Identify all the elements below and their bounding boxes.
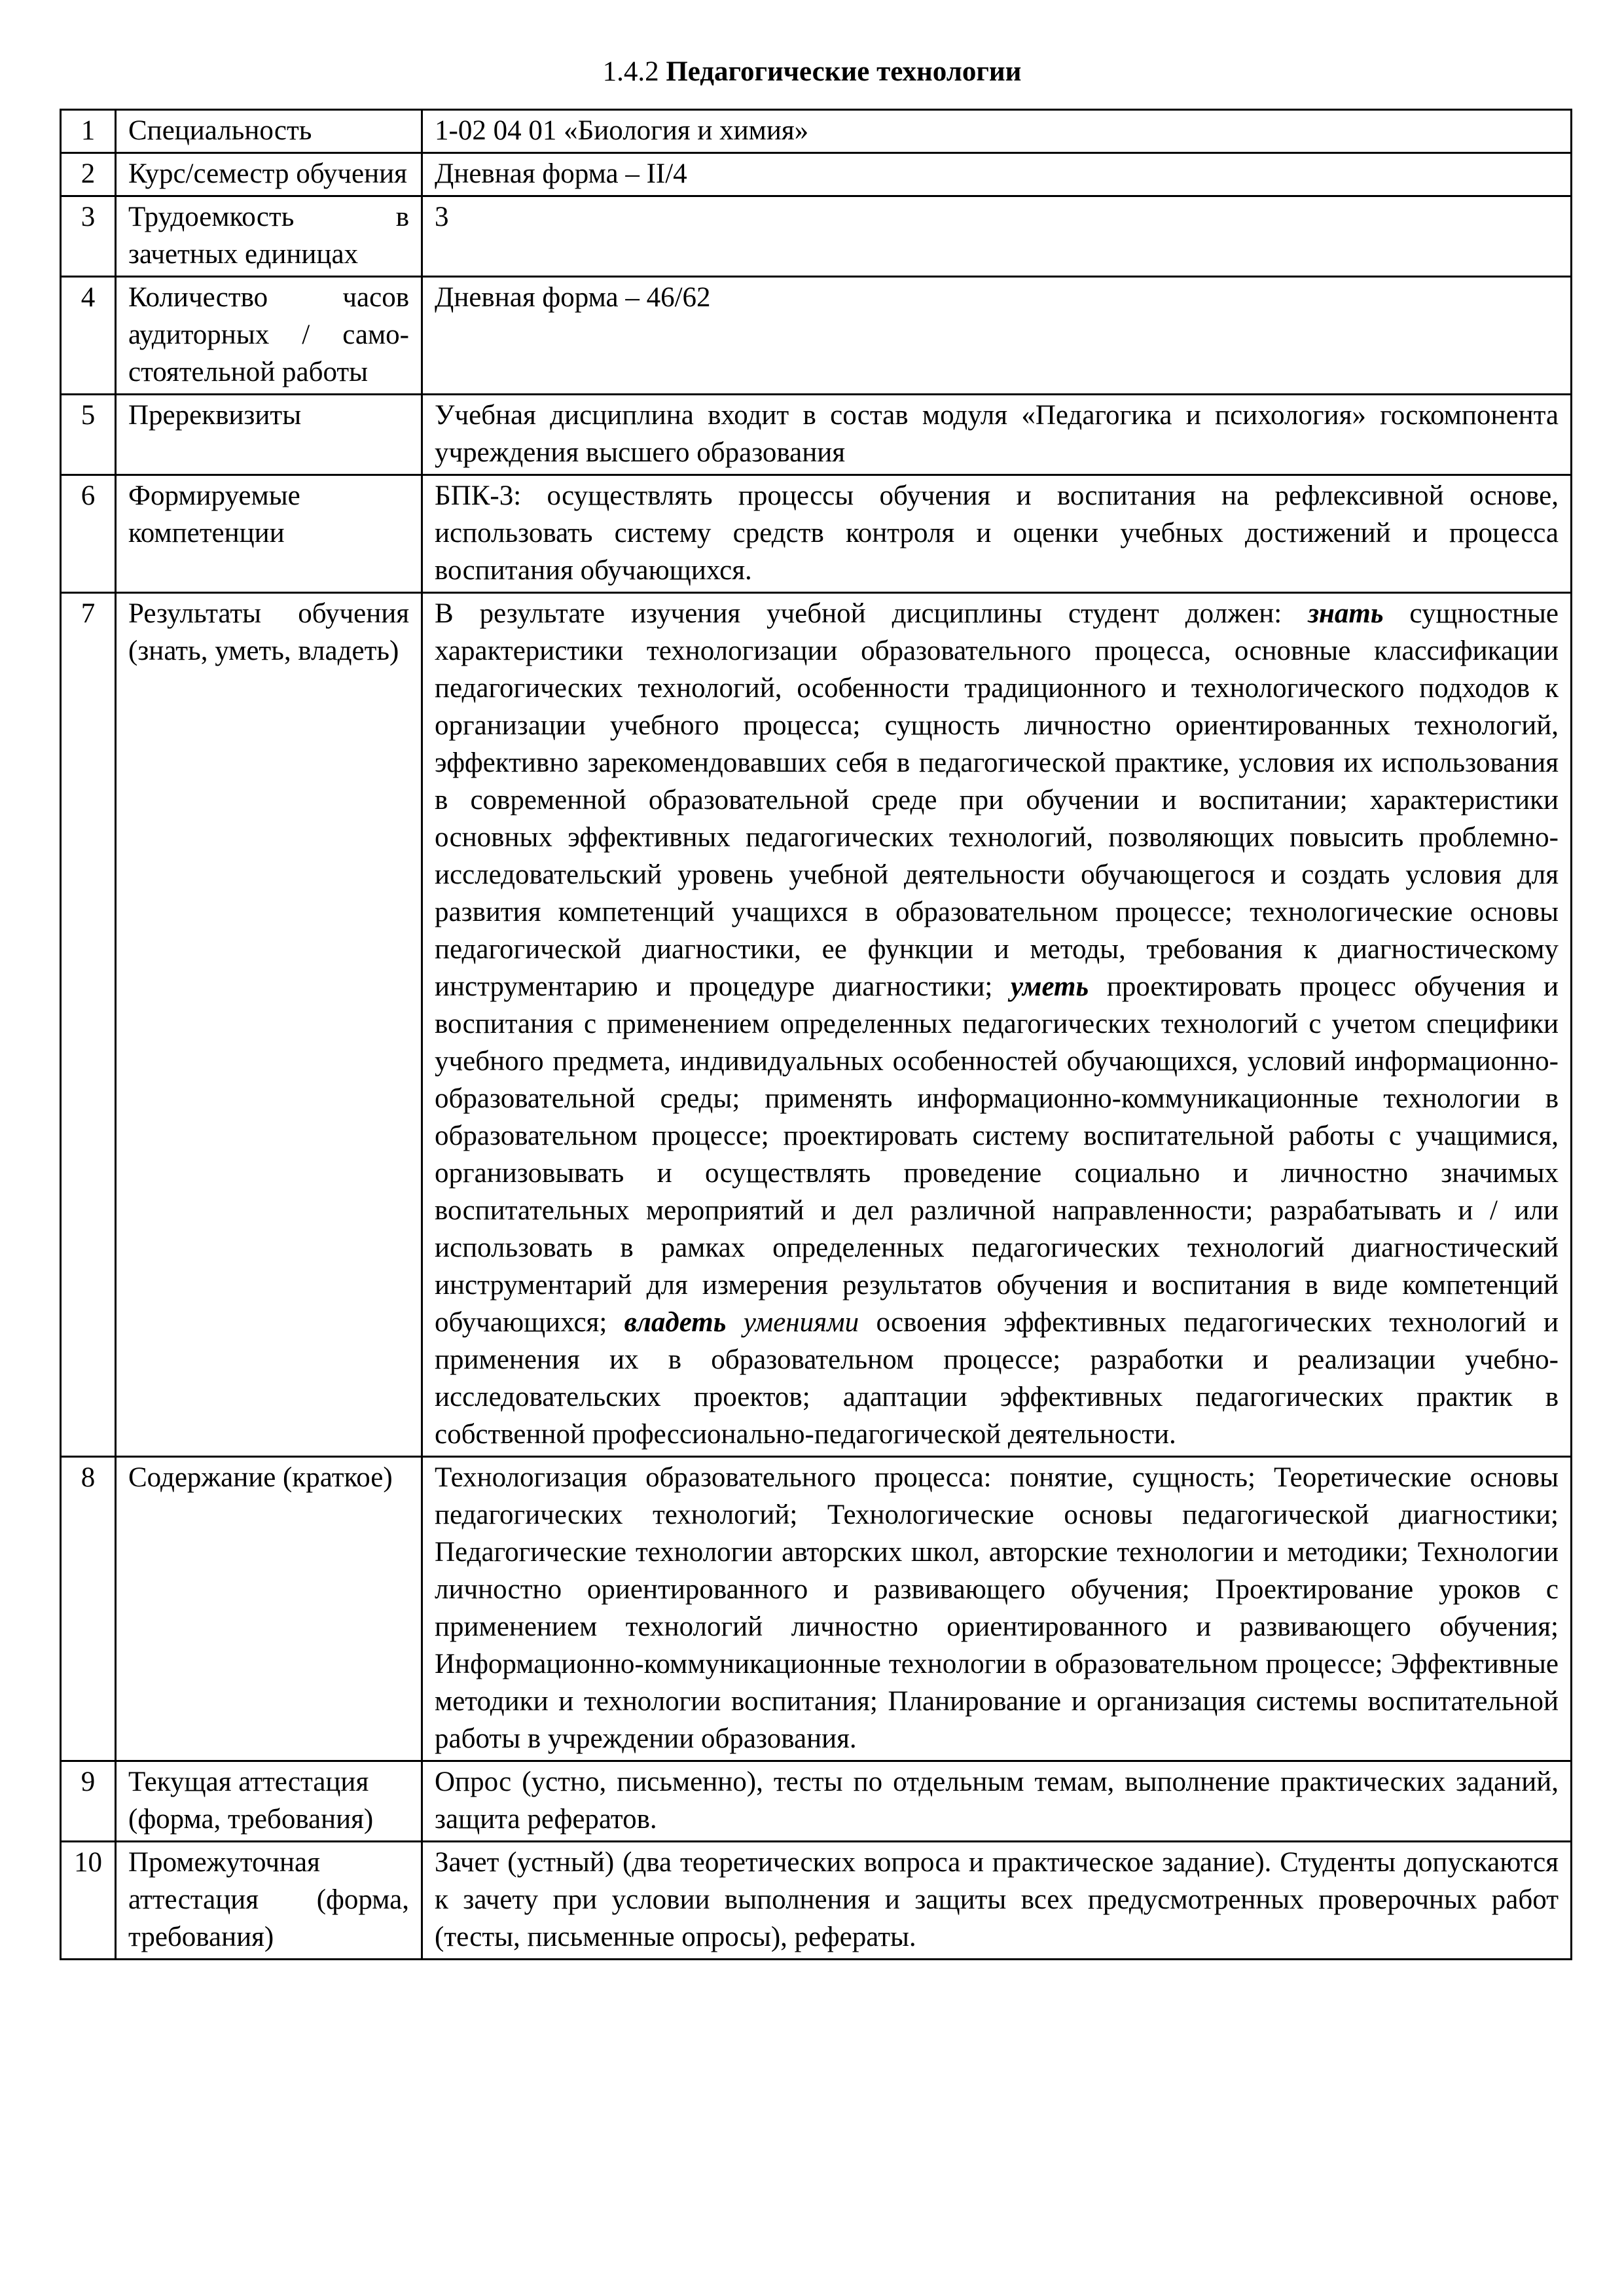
syllabus-table: [60, 109, 1572, 1960]
row-content: Зачет (устный) (два теоретических вопроса и практическое задание). Студенты допускаются к зачету при условии выполнения и защиты всех предусмотренных проверочных работ (тесты, письменные опросы), рефераты.: [422, 1842, 1572, 1960]
row-label: Промежуточная аттестация (форма, требования): [116, 1842, 422, 1960]
row-content: 3: [422, 196, 1572, 277]
keyword-master: владеть: [624, 1307, 727, 1338]
section-number: 1.4.2: [602, 56, 659, 87]
keyword-skills: умениями: [743, 1307, 859, 1338]
row-label: Формируемые компетенции: [116, 475, 422, 593]
row-content: Дневная форма – 46/62: [422, 277, 1572, 395]
table-row: [61, 196, 1572, 277]
row-label: Количество часов аудиторных / само-стоятельной работы: [116, 277, 422, 395]
row-number: 2: [61, 153, 116, 196]
row-content: Дневная форма – II/4: [422, 153, 1572, 196]
row-label: Текущая аттестация (форма, требования): [116, 1761, 422, 1842]
row-label: Пререквизиты: [116, 395, 422, 475]
table-row: [61, 395, 1572, 475]
section-title: Педагогические технологии: [666, 56, 1022, 87]
row-content: Учебная дисциплина входит в состав модуля «Педагогика и психология» госкомпонента учреждения высшего образования: [422, 395, 1572, 475]
row-content: 1-02 04 01 «Биология и химия»: [422, 110, 1572, 153]
table-row: [61, 475, 1572, 593]
table-row: [61, 1761, 1572, 1842]
row-label: Трудоемкость в зачетных единицах: [116, 196, 422, 277]
row-label: Курс/семестр обучения: [116, 153, 422, 196]
keyword-know: знать: [1308, 598, 1384, 629]
row-content: [422, 593, 1572, 1457]
results-master-text: освоения эффективных педагогических технологий и применения их в образовательном процессе; разработки и реализации учебно-исследовательских проектов; адаптации эффективных педагогических практик в собственной профессионально-педагогической деятельности.: [435, 1307, 1559, 1450]
table-row: [61, 153, 1572, 196]
table-row: [61, 277, 1572, 395]
row-number: 7: [61, 593, 116, 1457]
row-number: 5: [61, 395, 116, 475]
keyword-can: уметь: [1011, 971, 1089, 1002]
row-content: Технологизация образовательного процесса: понятие, сущность; Теоретические основы педагогических технологий; Технологические основы педагогической диагностики; Педагогические технологии авторских школ, авторские технологии и методики; Технологии личностно ориентированного и развивающего обучения; Проектирование уроков с применением технологий личностно ориентированного и развивающего обучения; Информационно-коммуникационные технологии в образовательном процессе; Эффективные методики и технологии воспитания; Планирование и организация системы воспитательной работы в учреждении образования.: [422, 1457, 1572, 1761]
row-label: Результаты обучения (знать, уметь, владеть): [116, 593, 422, 1457]
row-number: 9: [61, 1761, 116, 1842]
row-number: 10: [61, 1842, 116, 1960]
row-number: 4: [61, 277, 116, 395]
results-know-text: сущностные характеристики технологизации образовательного процесса, основные классификации педагогических технологий, особенности традиционного и технологического подходов к организации учебного процесса; сущность личностно ориентированных технологий, эффективно зарекомендовавших себя в педагогической практике, условия их использования в современной образовательной среде при обучении и воспитании; характеристики основных эффективных педагогических технологий, позволяющих повысить проблемно-исследовательский уровень учебной деятельности обучающегося и создать условия для развития компетенций учащихся в образовательном процессе; технологические основы педагогической диагностики, ее функции и методы, требования к диагностическому инструментарию и процедуре диагностики;: [435, 598, 1559, 1002]
results-intro: В результате изучения учебной дисциплины студент должен:: [435, 598, 1308, 629]
row-number: 1: [61, 110, 116, 153]
row-label: Содержание (краткое): [116, 1457, 422, 1761]
row-number: 3: [61, 196, 116, 277]
results-can-text: проектировать процесс обучения и воспитания с применением определенных педагогических технологий с учетом специфики учебного предмета, индивидуальных особенностей обучающихся, условий информационно-образовательной среды; применять информационно-коммуникационные технологии в образовательном процессе; проектировать систему воспитательной работы с учащимися, организовывать и осуществлять проведение социально и личностно значимых воспитательных мероприятий и дел различной направленности; разрабатывать и / или использовать в рамках определенных педагогических технологий диагностический инструментарий для измерения результатов обучения и воспитания в виде компетенций обучающихся;: [435, 971, 1559, 1338]
row-content: Опрос (устно, письменно), тесты по отдельным темам, выполнение практических заданий, защита рефератов.: [422, 1761, 1572, 1842]
table-row: [61, 110, 1572, 153]
row-number: 6: [61, 475, 116, 593]
table-row: [61, 593, 1572, 1457]
table-row: [61, 1842, 1572, 1960]
row-label: Специальность: [116, 110, 422, 153]
row-number: 8: [61, 1457, 116, 1761]
table-row: [61, 1457, 1572, 1761]
row-content: БПК-3: осуществлять процессы обучения и воспитания на рефлексивной основе, использовать систему средств контроля и оценки учебных достижений и процесса воспитания обучающихся.: [422, 475, 1572, 593]
page-title: [0, 52, 1624, 92]
